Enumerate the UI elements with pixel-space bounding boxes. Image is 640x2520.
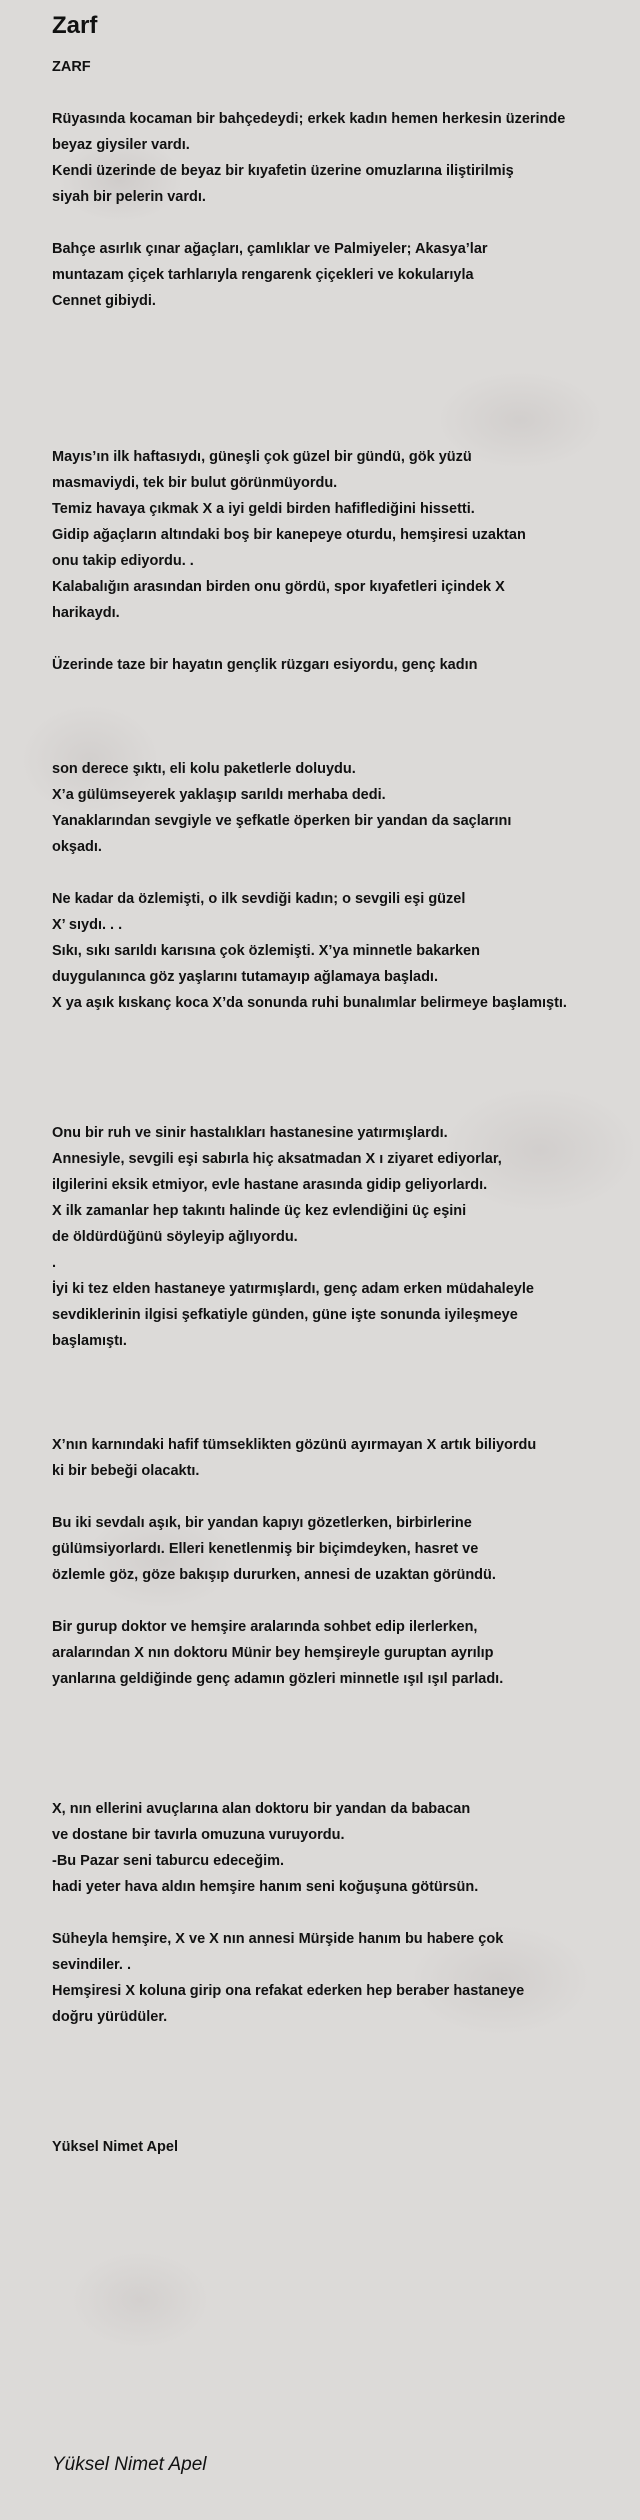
poem-line: X ya aşık kıskanç koca X’da sonunda ruhi bunalımlar belirmeye başlamıştı. [52, 995, 567, 1011]
poem-blank-line [52, 2082, 632, 2108]
poem-line: başlamıştı. [52, 1333, 127, 1349]
poem-blank-line [52, 80, 632, 106]
poem-blank-line [52, 1406, 632, 1432]
poem-blank-line [52, 340, 632, 366]
poem-blank-line [52, 1094, 632, 1120]
poem-blank-line [52, 626, 632, 652]
poem-blank-line [52, 392, 632, 418]
poem-line: aralarından X nın doktoru Münir bey hemşireyle guruptan ayrılıp [52, 1645, 494, 1661]
poem-line: Cennet gibiydi. [52, 293, 156, 309]
poem-blank-line [52, 860, 632, 886]
poem-line: muntazam çiçek tarhlarıyla rengarenk çiçekleri ve kokularıyla [52, 267, 474, 283]
poem-blank-line [52, 1770, 632, 1796]
poem-blank-line [52, 1068, 632, 1094]
poem-line: yanlarına geldiğinde genç adamın gözleri minnetle ışıl ışıl parladı. [52, 1671, 504, 1687]
poem-blank-line [52, 314, 632, 340]
poem-line: Mayıs’ın ilk haftasıydı, güneşli çok güzel bir gündü, gök yüzü [52, 449, 472, 465]
poem-line: Yanaklarından sevgiyle ve şefkatle öperken bir yandan da saçlarını [52, 813, 512, 829]
poem-line: Bahçe asırlık çınar ağaçları, çamlıklar ve Palmiyeler; Akasya’lar [52, 241, 488, 257]
poem-line: Temiz havaya çıkmak X a iyi geldi birden hafiflediğini hissetti. [52, 501, 475, 517]
poem-blank-line [52, 1354, 632, 1380]
poem-line: -Bu Pazar seni taburcu edeceğim. [52, 1853, 285, 1869]
poem-line: Gidip ağaçların altındaki boş bir kanepeye oturdu, hemşiresi uzaktan [52, 527, 526, 543]
poem-line: Annesiyle, sevgili eşi sabırla hiç aksatmadan X ı ziyaret ediyorlar, [52, 1151, 502, 1167]
poem-blank-line [52, 210, 632, 236]
poem-line: okşadı. [52, 839, 102, 855]
poem-line: X ilk zamanlar hep takıntı halinde üç kez evlendiğini üç eşini [52, 1203, 467, 1219]
poem-line: X’ sıydı. . . [52, 917, 123, 933]
poem-line: Ne kadar da özlemişti, o ilk sevdiği kadın; o sevgili eşi güzel [52, 891, 466, 907]
poem-blank-line [52, 2030, 632, 2056]
poem-line: Sıkı, sıkı sarıldı karısına çok özlemişti. X’ya minnetle bakarken [52, 943, 480, 959]
poem-line: beyaz giysiler vardı. [52, 137, 190, 153]
poem-line: Hemşiresi X koluna girip ona refakat ederken hep beraber hastaneye [52, 1983, 525, 1999]
poem-blank-line [52, 418, 632, 444]
poem-line: ZARF [52, 59, 91, 75]
poem-blank-line [52, 2108, 632, 2134]
poem-line: harikaydı. [52, 605, 120, 621]
poem-line: X’a gülümseyerek yaklaşıp sarıldı merhaba dedi. [52, 787, 386, 803]
poem-line: gülümsiyorlardı. Elleri kenetlenmiş bir biçimdeyken, hasret ve [52, 1541, 479, 1557]
poem-line: onu takip ediyordu. . [52, 553, 194, 569]
poem-line: İyi ki tez elden hastaneye yatırmışlardı, genç adam erken müdahaleyle [52, 1281, 534, 1297]
poem-line: özlemle göz, göze bakışıp dururken, annesi de uzaktan göründü. [52, 1567, 496, 1583]
poem-blank-line [52, 1718, 632, 1744]
poem-blank-line [52, 1042, 632, 1068]
poem-line: Üzerinde taze bir hayatın gençlik rüzgarı esiyordu, genç kadın [52, 657, 478, 673]
poem-line: masmaviydi, tek bir bulut görünmüyordu. [52, 475, 338, 491]
poem-blank-line [52, 1016, 632, 1042]
poem-body [52, 54, 632, 2160]
poem-line: Onu bir ruh ve sinir hastalıkları hastanesine yatırmışlardı. [52, 1125, 448, 1141]
poem-line: siyah bir pelerin vardı. [52, 189, 206, 205]
poem-blank-line [52, 1484, 632, 1510]
poem-signature: Yüksel Nimet Apel [52, 2454, 207, 2475]
poem-blank-line [52, 2056, 632, 2082]
poem-line: sevdiklerinin ilgisi şefkatiyle günden, güne işte sonunda iyileşmeye [52, 1307, 518, 1323]
poem-line: de öldürdüğünü söyleyip ağlıyordu. [52, 1229, 298, 1245]
poem-line: Bu iki sevdalı aşık, bir yandan kapıyı gözetlerken, birbirlerine [52, 1515, 472, 1531]
poem-line: sevindiler. . [52, 1957, 131, 1973]
poem-line: X’nın karnındaki hafif tümseklikten gözünü ayırmayan X artık biliyordu [52, 1437, 537, 1453]
poem-blank-line [52, 1744, 632, 1770]
poem-line: Yüksel Nimet Apel [52, 2139, 178, 2155]
poem-line: hadi yeter hava aldın hemşire hanım seni koğuşuna götürsün. [52, 1879, 479, 1895]
poem-blank-line [52, 678, 632, 704]
poem-line: duygulanınca göz yaşlarını tutamayıp ağlamaya başladı. [52, 969, 438, 985]
poem-line: . [52, 1255, 57, 1271]
poem-line: son derece şıktı, eli kolu paketlerle doluydu. [52, 761, 356, 777]
poem-blank-line [52, 366, 632, 392]
poem-line: Kendi üzerinde de beyaz bir kıyafetin üzerine omuzlarına iliştirilmiş [52, 163, 514, 179]
poem-blank-line [52, 1380, 632, 1406]
poem-line: ilgilerini eksik etmiyor, evle hastane arasında gidip geliyorlardı. [52, 1177, 488, 1193]
poem-line: doğru yürüdüler. [52, 2009, 168, 2025]
poem-blank-line [52, 1588, 632, 1614]
poem-line: Süheyla hemşire, X ve X nın annesi Mürşide hanım bu habere çok [52, 1931, 504, 1947]
poem-title: Zarf [52, 12, 98, 39]
poem-blank-line [52, 730, 632, 756]
poem-blank-line [52, 704, 632, 730]
poem-line: ki bir bebeği olacaktı. [52, 1463, 200, 1479]
poem-line: Bir gurup doktor ve hemşire aralarında sohbet edip ilerlerken, [52, 1619, 478, 1635]
poem-line: ve dostane bir tavırla omuzuna vuruyordu. [52, 1827, 345, 1843]
poem-line: Rüyasında kocaman bir bahçedeydi; erkek kadın hemen herkesin üzerinde [52, 111, 566, 127]
poem-line: X, nın ellerini avuçlarına alan doktoru bir yandan da babacan [52, 1801, 471, 1817]
poem-blank-line [52, 1900, 632, 1926]
poem-blank-line [52, 1692, 632, 1718]
poem-line: Kalabalığın arasından birden onu gördü, spor kıyafetleri içindek X [52, 579, 505, 595]
